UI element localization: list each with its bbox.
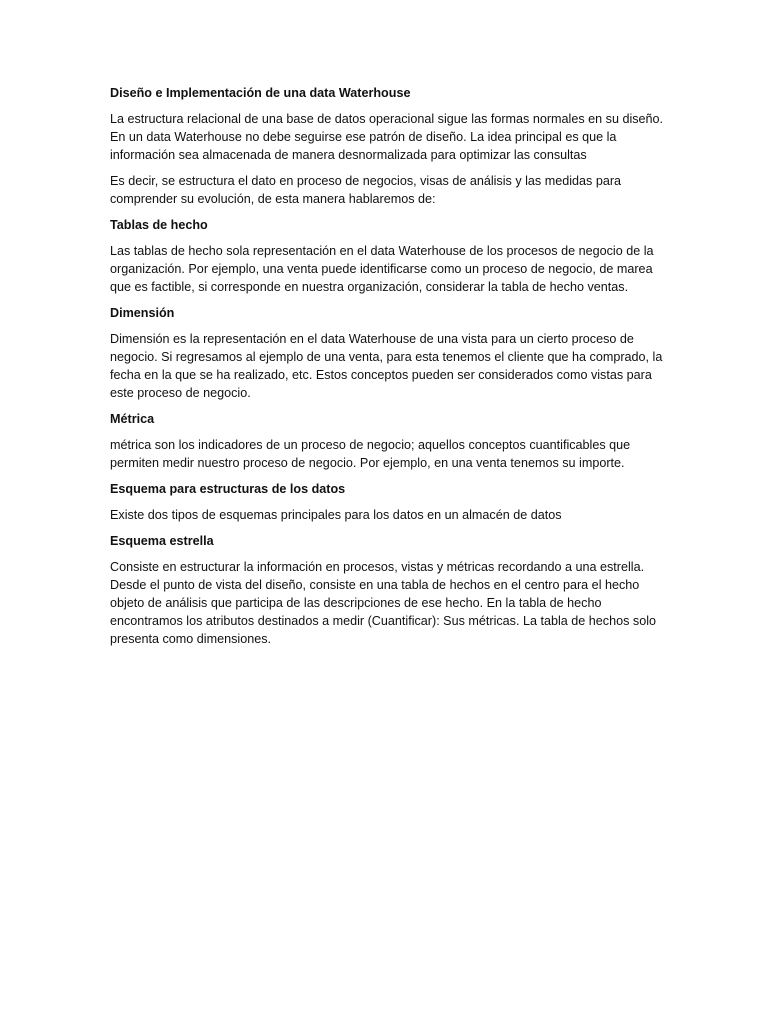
intro-paragraph-2: Es decir, se estructura el dato en proceso de negocios, visas de análisis y las medidas para comprender su evolución, de esta manera hablaremos de:	[110, 174, 622, 206]
section-heading-esquema-estrella: Esquema estrella	[110, 534, 214, 548]
section-heading-tablas-de-hecho: Tablas de hecho	[110, 218, 208, 232]
document-title: Diseño e Implementación de una data Waterhouse	[110, 86, 411, 100]
section-body-tablas-de-hecho: Las tablas de hecho sola representación en el data Waterhouse de los procesos de negocio de la organización. Por ejemplo, una venta puede identificarse como un proceso de negocio, de marea que es factible, si corresponde en nuestra organización, considerar la tabla de hecho ventas.	[110, 244, 654, 294]
section-body-esquema-estrella: Consiste en estructurar la información en procesos, vistas y métricas recordando a una estrella. Desde el punto de vista del diseño, consiste en una tabla de hechos en el centro para el hecho objeto de análisis que participa de las descripciones de ese hecho. En la tabla de hecho encontramos los atributos destinados a medir (Cuantificar): Sus métricas. La tabla de hechos solo presenta como dimensiones.	[110, 560, 657, 646]
section-heading-dimension: Dimensión	[110, 306, 175, 320]
section-heading-esquema-estructuras: Esquema para estructuras de los datos	[110, 482, 346, 496]
section-body-esquema-estructuras: Existe dos tipos de esquemas principales para los datos en un almacén de datos	[110, 508, 562, 522]
document-page	[110, 84, 666, 656]
section-body-metrica: métrica son los indicadores de un proceso de negocio; aquellos conceptos cuantificables que permiten medir nuestro proceso de negocio. Por ejemplo, en una venta tenemos su importe.	[110, 438, 631, 470]
section-body-dimension: Dimensión es la representación en el data Waterhouse de una vista para un cierto proceso de negocio. Si regresamos al ejemplo de una venta, para esta tenemos el cliente que ha comprado, la fecha en la que se ha realizado, etc. Estos conceptos pueden ser considerados como vistas para este proceso de negocio.	[110, 332, 663, 400]
section-heading-metrica: Métrica	[110, 412, 155, 426]
intro-paragraph-1: La estructura relacional de una base de datos operacional sigue las formas normales en su diseño. En un data Waterhouse no debe seguirse ese patrón de diseño. La idea principal es que la información sea almacenada de manera desnormalizada para optimizar las consultas	[110, 112, 664, 162]
